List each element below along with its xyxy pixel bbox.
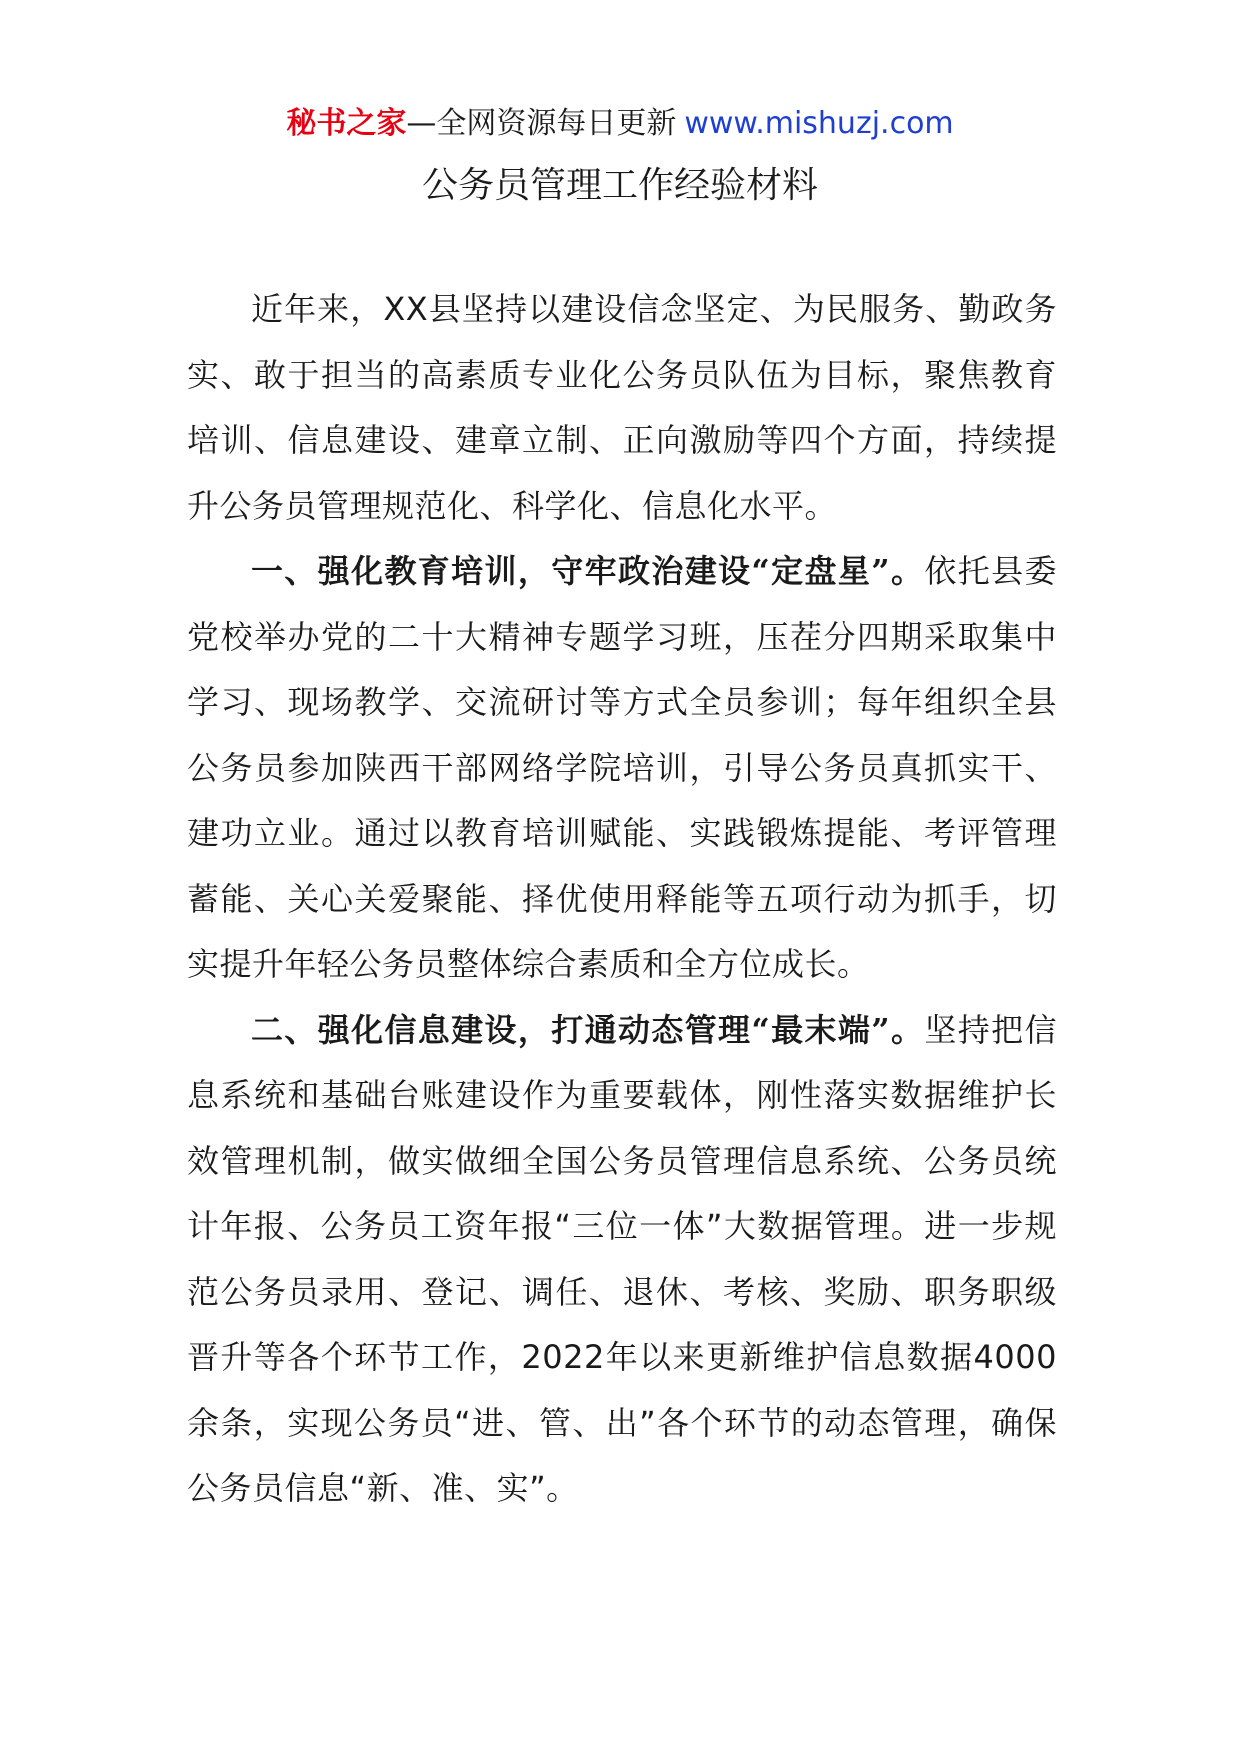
- section-2-heading: 二、强化信息建设，打通动态管理“最末端”。: [251, 1010, 925, 1049]
- document-body: [187, 277, 1057, 1522]
- section-2-paragraph: [187, 998, 1057, 1522]
- section-1-paragraph: [187, 539, 1057, 998]
- header-tagline: —全网资源每日更新: [406, 106, 677, 141]
- site-header: [0, 104, 1240, 144]
- section-1-heading: 一、强化教育培训，守牢政治建设“定盘星”。: [251, 552, 925, 590]
- section-2-text: 坚持把信息系统和基础台账建设作为重要载体，刚性落实数据维护长效管理机制，做实做细全国公务员管理信息系统、公务员统计年报、公务员工资年报“三位一体”大数据管理。进一步规范公务员录用、登记、调任、退休、考核、奖励、职务职级晋升等各个环节工作，2022年以来更新维护信息数据4000余条，实现公务员“进、管、出”各个环节的动态管理，确保公务员信息“新、准、实”。: [187, 1010, 1057, 1507]
- site-url-link[interactable]: www.mishuzj.com: [684, 106, 954, 141]
- document-title: 公务员管理工作经验材料: [421, 165, 818, 206]
- intro-paragraph: 近年来，XX县坚持以建设信念坚定、为民服务、勤政务实、敢于担当的高素质专业化公务员队伍为目标，聚焦教育培训、信息建设、建章立制、正向激励等四个方面，持续提升公务员管理规范化、科学化、信息化水平。: [187, 290, 1057, 525]
- brand-name: 秘书之家: [286, 106, 407, 141]
- section-1-text: 依托县委党校举办党的二十大精神专题学习班，压茬分四期采取集中学习、现场教学、交流研讨等方式全员参训；每年组织全县公务员参加陕西干部网络学院培训，引导公务员真抓实干、建功立业。通过以教育培训赋能、实践锻炼提能、考评管理蓄能、关心关爱聚能、择优使用释能等五项行动为抓手，切实提升年轻公务员整体综合素质和全方位成长。: [187, 552, 1057, 983]
